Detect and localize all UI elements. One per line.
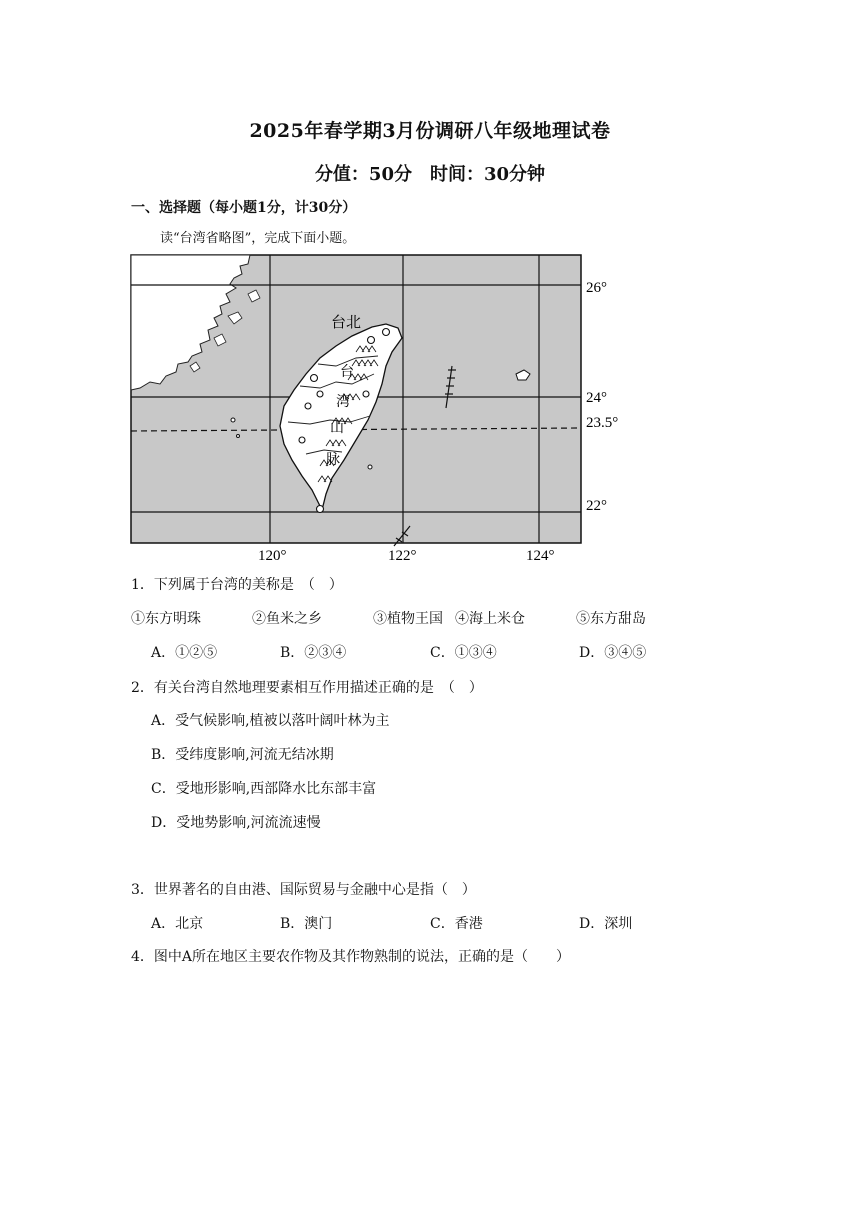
lon-label-122: 122° — [388, 548, 417, 564]
lon-label-120: 120° — [258, 548, 287, 564]
intro-text: 读“台湾省略图”，完成下面小题。 — [160, 231, 356, 246]
label-taibei: 台北 — [331, 315, 362, 331]
q1-item-2: ②鱼米之乡 — [252, 611, 322, 627]
lat-label-23-5: 23.5° — [586, 415, 619, 431]
taiwan-map — [130, 254, 642, 564]
q1-item-1: ①东方明珠 — [131, 611, 201, 627]
q2-option-a: A．受气候影响,植被以落叶阔叶林为主 — [151, 713, 390, 729]
question-3-stem: 3．世界著名的自由港、国际贸易与金融中心是指（ ） — [131, 882, 476, 898]
question-4-stem: 4．图中A所在地区主要农作物及其作物熟制的说法，正确的是（ ） — [131, 949, 571, 965]
q1-option-c: C．①③④ — [430, 645, 497, 661]
q1-option-d: D．③④⑤ — [579, 645, 647, 661]
q2-option-b: B．受纬度影响,河流无结冰期 — [151, 747, 334, 763]
q1-item-3: ③植物王国 — [373, 611, 443, 627]
page-title: 2025年春学期3月份调研八年级地理试卷 — [249, 120, 611, 142]
question-1-stem: 1．下列属于台湾的美称是 （ ） — [131, 577, 343, 593]
lat-label-24: 24° — [586, 390, 607, 406]
question-2-stem: 2．有关台湾自然地理要素相互作用描述正确的是 （ ） — [131, 680, 483, 696]
lat-label-26: 26° — [586, 280, 607, 296]
q3-option-b: B．澳门 — [280, 916, 333, 932]
q1-item-5: ⑤东方甜岛 — [576, 611, 646, 627]
q3-option-a: A．北京 — [151, 916, 204, 932]
label-tai: 台 — [340, 365, 354, 380]
label-mai: 脉 — [326, 453, 340, 468]
q3-option-d: D．深圳 — [579, 916, 633, 932]
q2-option-d: D．受地势影响,河流流速慢 — [151, 815, 321, 831]
label-shan: 山 — [330, 421, 344, 436]
q1-option-a: A．①②⑤ — [151, 645, 218, 661]
lat-label-22: 22° — [586, 498, 607, 514]
exam-info: 分值：50分 时间：30分钟 — [314, 164, 546, 185]
q1-item-4: ④海上米仓 — [455, 611, 525, 627]
section-heading: 一、选择题（每小题1分，计30分） — [131, 200, 357, 216]
label-wan: 湾 — [336, 395, 350, 410]
q3-option-c: C．香港 — [430, 916, 483, 932]
lon-label-124: 124° — [526, 548, 555, 564]
q1-option-b: B．②③④ — [280, 645, 347, 661]
q2-option-c: C．受地形影响,西部降水比东部丰富 — [151, 781, 377, 797]
